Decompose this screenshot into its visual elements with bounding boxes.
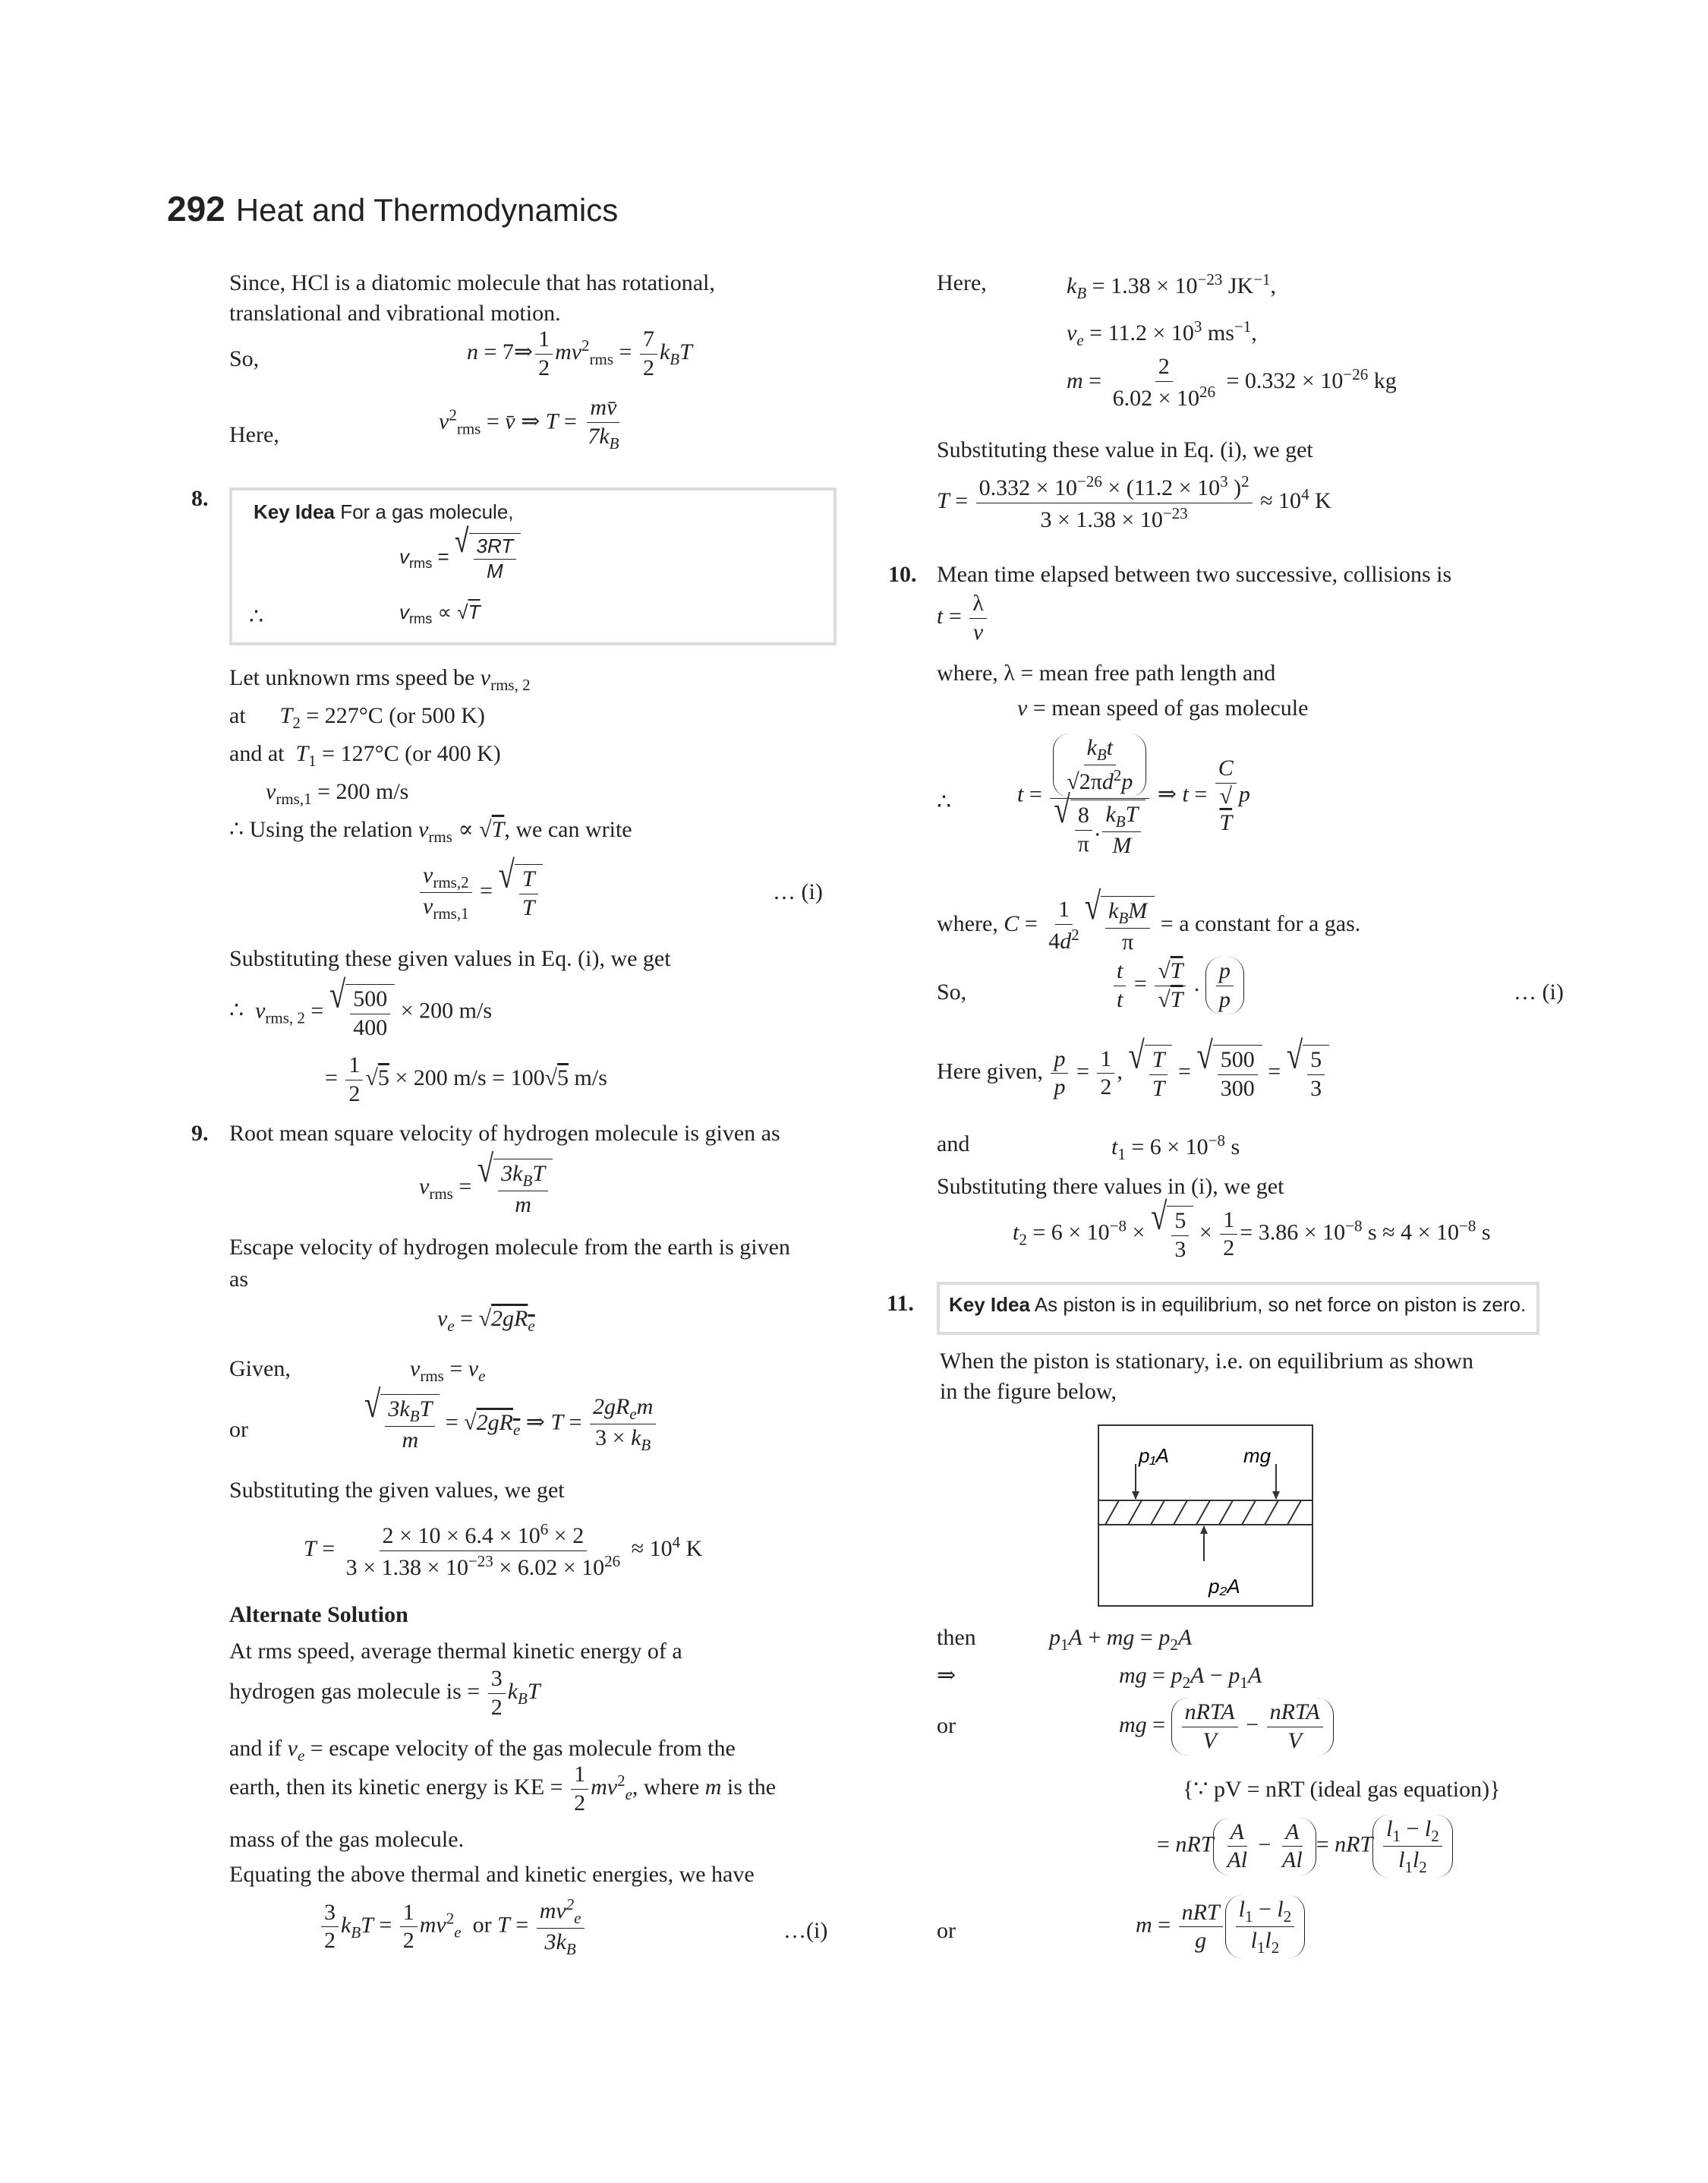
question-9-number: 9. <box>191 1121 209 1146</box>
key-idea-box-11 <box>937 1282 1539 1335</box>
intro-line-2: translational and vibrational motion. <box>229 301 561 326</box>
q9-numeric-eq: T = $\frac{2 \times 10 \times 6.4 \times 10^6 \times 2}{3 \times 1.38 \times 10^{-23} \times 6.02 \times 10^{26}}$ ≈ $10^4$ K <box>304 1520 703 1580</box>
kb-value: $k_B = 1.38 \times 10^{-23}$ $JK^{-1}$, <box>1067 270 1277 302</box>
arrow-head-p1a <box>1132 1491 1139 1500</box>
label-mg: mg <box>1243 1444 1272 1467</box>
q11-line-2: in the figure below, <box>940 1379 1117 1404</box>
q8-result-2: = $\frac{1}{2}$ √5 × 200 m/s = 100√5 m/s <box>325 1052 607 1106</box>
q9-line-3: as <box>229 1267 248 1292</box>
q8-line-6: Substituting these given values in Eq. (i), we get <box>229 946 671 971</box>
q10-therefore: ∴ <box>937 790 952 815</box>
key-idea-8-eq-2: $v_{rms} \propto √T$ <box>399 601 481 627</box>
q8-line-3: and at $T_1 = 127^\circ C$ (or 400 K) <box>229 741 501 770</box>
question-8-number: 8. <box>191 486 209 511</box>
q10-where-1: where, λ = mean free path length and <box>937 661 1276 686</box>
label-p2a: p₂A <box>1209 1575 1240 1598</box>
alternate-solution-heading: Alternate Solution <box>229 1602 408 1627</box>
q10-where-2: v = mean speed of gas molecule <box>1017 696 1309 721</box>
q10-and-label: and <box>937 1131 970 1156</box>
q10-substituting: Substituting there values in (i), we get <box>937 1174 1284 1199</box>
piston-figure <box>1098 1424 1313 1607</box>
alt-equating-eq: $\frac{3}{2}$ $k_BT$ = $\frac{1}{2}$ $mv^2_e$ or T = $\frac{mv^2_e}{3k_B}$ <box>319 1895 587 1958</box>
arrow-head-p2a <box>1200 1525 1208 1534</box>
alt-line-2: hydrogen gas molecule is = $\frac{3}{2}$ $k_BT$ <box>229 1666 540 1720</box>
q10-time-eq: t = $k_Bt$ $√2\pi d^2p$ √ $\frac{8}{\pi}$ . $k_BT$ M ⇒ t = C √ T p <box>1017 735 1250 858</box>
q9-given-label: Given, <box>229 1356 291 1381</box>
q11-ideal-gas-note: {∵ pV = nRT (ideal gas equation)} <box>1183 1777 1501 1802</box>
q8-eq-ref: … (i) <box>773 879 823 904</box>
q8-result-1: ∴ $v_{rms, 2}$ = √ $\frac{500}{400}$ × 200 m/s <box>229 973 493 1040</box>
q9-temperature-eq: √ $3k_BT$ m = $√2gR_e$ ⇒ T = $2gR_em$ $3 \times k_B$ <box>364 1394 658 1454</box>
q8-line-1: Let unknown rms speed be $v_{rms, 2}$ <box>229 665 531 694</box>
q11-implies-label: ⇒ <box>937 1663 956 1688</box>
cylinder-outline <box>1098 1425 1313 1606</box>
question-10-number: 10. <box>888 562 917 587</box>
ve-value: $v_e = 11.2 \times 10^3$ $ms^{-1}$, <box>1067 317 1257 349</box>
mass-value: m = $\frac{2}{6.02 \times 10^{26}}$ = $0.332 \times 10^{-26}$ kg <box>1067 354 1397 411</box>
right-substituting: Substituting these value in Eq. (i), we get <box>937 437 1313 462</box>
key-idea-box-8 <box>229 487 837 645</box>
label-p1a: p₁A <box>1139 1444 1170 1467</box>
here-label: Here, <box>229 422 279 447</box>
alt-line-5: mass of the gas molecule. <box>229 1827 465 1852</box>
key-idea-8-eq-1: $v_{rms}$ = √ $\frac{3RT}{M}$ <box>399 533 521 583</box>
page-header <box>167 188 618 229</box>
q8-line-4: $v_{rms,1} = 200$ m/s <box>266 779 409 808</box>
q10-line-1: Mean time elapsed between two successive, collisions is <box>937 562 1452 587</box>
right-here-label: Here, <box>937 270 987 295</box>
q11-eq-3: mg = nRTA V − nRTA V <box>1119 1698 1334 1756</box>
therefore-symbol: ∴ <box>249 604 264 629</box>
q9-line-1: Root mean square velocity of hydrogen molecule is given as <box>229 1121 780 1146</box>
q11-or-label-1: or <box>937 1713 956 1738</box>
q9-vrms-eq: $v_{rms}$ = √ $3k_BT$ m <box>419 1159 553 1219</box>
key-idea-11: Key Idea As piston is in equilibrium, so net force on piston is zero. <box>949 1293 1527 1316</box>
q11-eq-1: $p_1A$ + mg = $p_2A$ <box>1049 1625 1193 1654</box>
q8-line-2: at $T_2 = 227^\circ C$ (or 500 K) <box>229 703 485 732</box>
alt-eq-ref: …(i) <box>783 1918 828 1943</box>
q9-given-eq: $v_{rms} = v_e$ <box>410 1356 486 1385</box>
q11-eq-2: mg = $p_2A - p_1A$ <box>1119 1663 1262 1692</box>
q11-eq-5: m = nRT g $\frac{l_1 - l_2}{l_1l_2}$ <box>1136 1895 1305 1958</box>
q9-line-2: Escape velocity of hydrogen molecule from the earth is given <box>229 1235 790 1260</box>
eq-temperature: $v^2_{rms}$ = v̄ ⇒ T = $\frac{mv̄}{7k_B}$ <box>439 395 619 453</box>
q11-line-1: When the piston is stationary, i.e. on equilibrium as shown <box>940 1349 1473 1374</box>
q10-eq-ref: … (i) <box>1514 980 1564 1005</box>
alt-line-1: At rms speed, average thermal kinetic energy of a <box>229 1639 682 1664</box>
q10-so-label: So, <box>937 980 967 1005</box>
page-title: Heat and Thermodynamics <box>235 192 619 228</box>
so-label: So, <box>229 346 260 371</box>
alt-line-4: earth, then its kinetic energy is KE = $\frac{1}{2}$ $mv^2_e$, where m is the <box>229 1762 777 1815</box>
q10-ratio-eq: $\frac{t}{t}$ = $\frac{√T}{√T}$ . $\frac{p}{p}$ <box>1111 957 1244 1014</box>
alt-line-6: Equating the above thermal and kinetic energies, we have <box>229 1862 755 1887</box>
q11-eq-4: = nRT $\frac{A}{Al}$ − $\frac{A}{Al}$ = nRT $\frac{l_1 - l_2}{l_1l_2}$ <box>1157 1815 1453 1878</box>
key-idea-8: Key Idea For a gas molecule, <box>254 500 514 523</box>
piston-hatching <box>1105 1500 1301 1525</box>
q8-line-5: ∴ Using the relation $v_{rms} \propto √T$, we can write <box>229 817 632 846</box>
right-temperature-eq: T = $\frac{0.332 \times 10^{-26} \times (11.2 \times 10^3 )^2}{3 \times 1.38 \times 10^{-23}}$ ≈ $10^4$ K <box>937 472 1331 532</box>
q11-or-label-2: or <box>937 1918 956 1943</box>
arrow-head-mg <box>1272 1491 1280 1500</box>
q8-ratio-eq: $v_{rms,2}$ $v_{rms,1}$ = √ $\frac{T}{T}$ <box>418 863 543 923</box>
page-number: 292 <box>167 189 225 229</box>
alt-line-3: and if $v_e$ = escape velocity of the gas molecule from the <box>229 1736 736 1765</box>
q10-t1-value: $t_1 = 6 \times 10^{-8}$ s <box>1111 1131 1240 1163</box>
q9-substituting: Substituting the given values, we get <box>229 1478 565 1503</box>
q10-given-eq: Here given, $\frac{p}{p}$ = $\frac{1}{2}$ , √ $\frac{T}{T}$ = √ $\frac{500}{300}$ = √ $\frac{5}{3}$ <box>937 1045 1329 1102</box>
intro-line-1: Since, HCl is a diatomic molecule that has rotational, <box>229 270 715 295</box>
q11-then-label: then <box>937 1625 976 1650</box>
question-11-number: 11. <box>887 1291 914 1316</box>
q10-t-eq: t = $\frac{\lambda}{v}$ <box>937 591 989 645</box>
q9-escape-eq: $v_e = √2gR_e$ <box>437 1306 535 1335</box>
q10-result-eq: $t_2 = 6 \times 10^{-8}$ × √ $\frac{5}{3}$ × $\frac{1}{2}$ = $3.86 \times 10^{-8}$ $s \approx 4 \times 10^{-8}$ s <box>1013 1195 1491 1262</box>
q10-constant-eq: where, C = $\frac{1}{4d^2}$ √ $k_BM$ π = a constant for a gas. <box>937 885 1361 955</box>
eq-degrees-freedom: n = 7⇒ $\frac{1}{2}$ $mv^2_{rms}$ = $\frac{7}{2}$ $k_BT$ <box>467 327 692 380</box>
q9-or-label: or <box>229 1417 248 1442</box>
